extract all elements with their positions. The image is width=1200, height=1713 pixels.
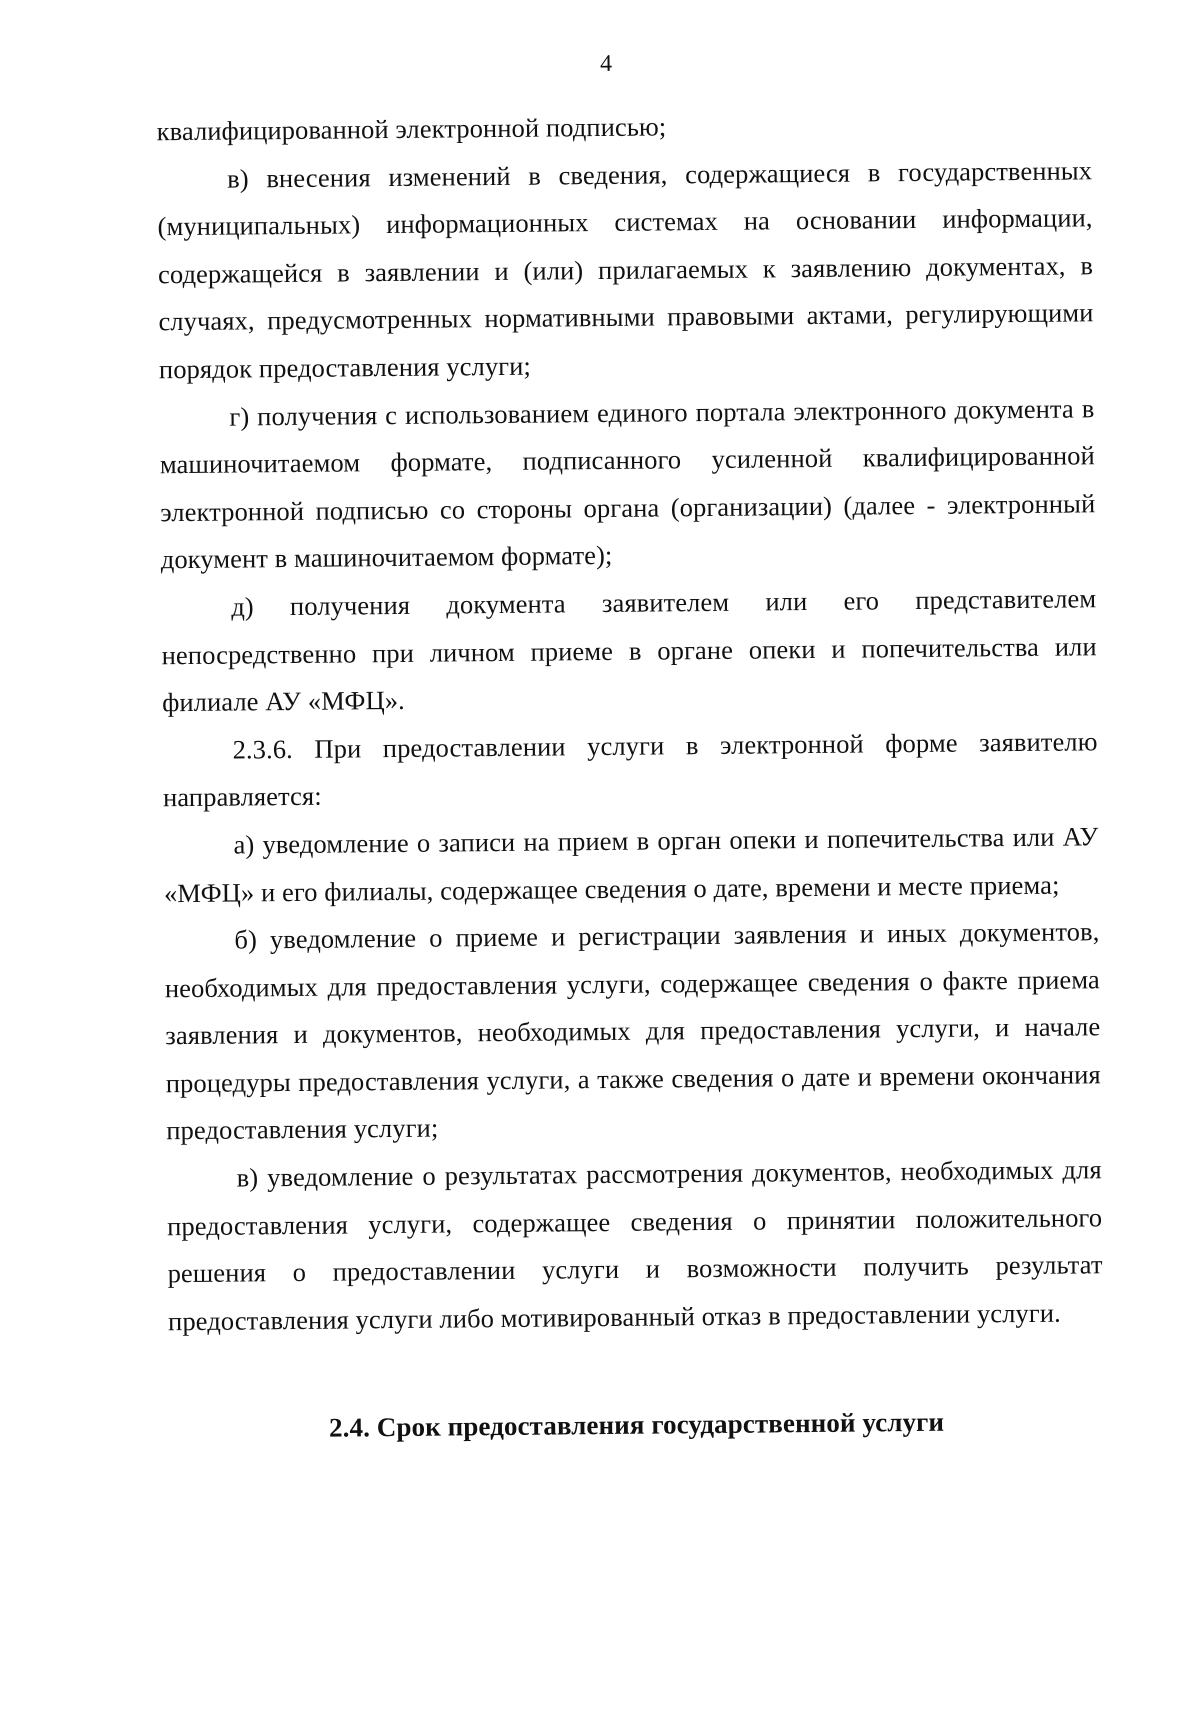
paragraph-continuation: квалифицированной электронной подписью; (156, 111, 667, 147)
paragraph-item-v-results: в) уведомление о результатах рассмотрения документов, необходимых для предоставления услуги, содержащее сведения о принятии положительного решения о предоставлении услуги и возможности получить результат предоставления услуги либо мотивированный отказ в предоставлении услуги. (167, 1154, 1103, 1337)
section-heading: 2.4. Срок предоставления государственной услуги (328, 1407, 945, 1444)
document-body (156, 99, 1104, 1454)
paragraph-item-a-appointment: а) уведомление о записи на прием в орган опеки и попечительства или АУ «МФЦ» и его филиалы, содержащее сведения о дате, времени и месте приема; (163, 821, 1099, 908)
paragraph-item-v-changes: в) внесения изменений в сведения, содержащиеся в государственных (муниципальных) информационных системах на основании информации, содержащейся в заявлении и (или) прилагаемых к заявлению документах, в случаях, предусмотренных нормативными правовыми актами, регулирующими порядок предоставления услуги; (157, 154, 1094, 385)
paragraph-2-3-6: 2.3.6. При предоставлении услуги в электронной форме заявителю направляется: (162, 725, 1098, 813)
paragraph-item-b-registration: б) уведомление о приеме и регистрации заявления и иных документов, необходимых для предоставления услуги, содержащее сведения о факте приема заявления и документов, необходимых для предоставления услуги, и начале процедуры предоставления услуги, а также сведения о дате и времени окончания предоставления услуги; (164, 916, 1101, 1146)
paragraph-item-g-receipt: г) получения с использованием единого портала электронного документа в машиночитаемом формате, подписанного усиленной квалифицированной электронной подписью со стороны органа (организации) (далее - электронный документ в машиночитаемом формате); (159, 392, 1096, 575)
page-number: 4 (599, 50, 613, 77)
paragraph-item-d-personal: д) получения документа заявителем или его представителем непосредственно при личном приеме в органе опеки и попечительства или филиале АУ «МФЦ». (161, 583, 1097, 718)
